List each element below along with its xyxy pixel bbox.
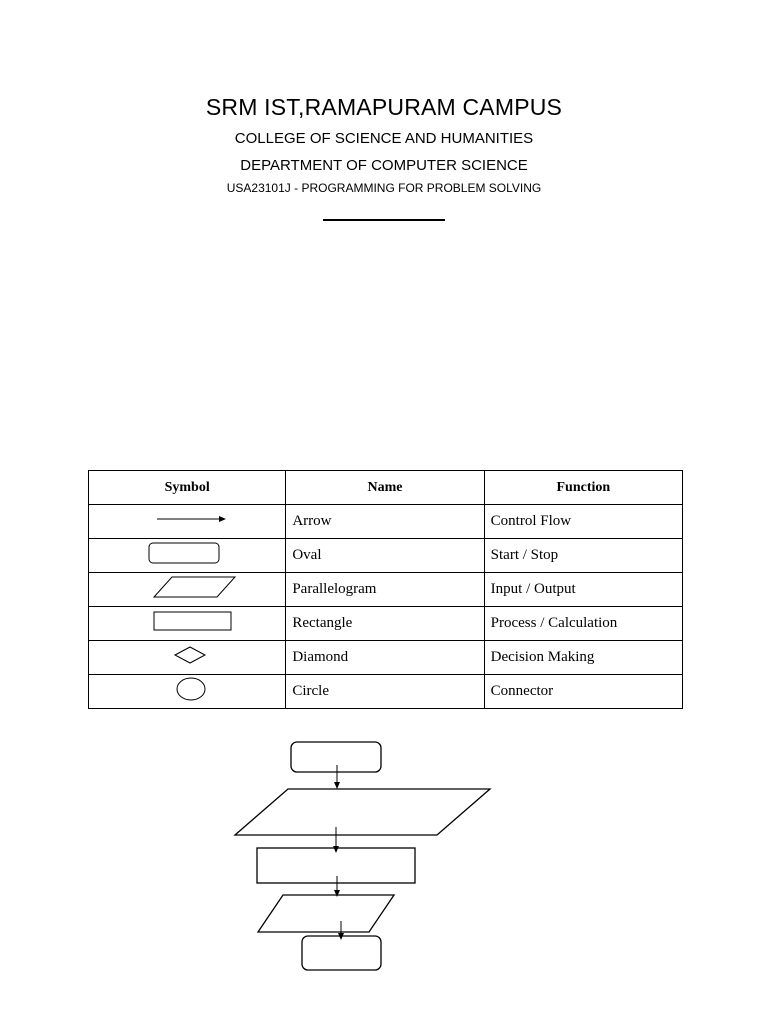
symbol-name: Rectangle bbox=[286, 607, 484, 641]
column-header-function: Function bbox=[484, 471, 682, 505]
flowchart-arrowhead bbox=[334, 890, 340, 897]
symbol-name: Diamond bbox=[286, 641, 484, 675]
course-title: USA23101J - PROGRAMMING FOR PROBLEM SOLVING bbox=[226, 181, 542, 195]
symbol-function: Input / Output bbox=[484, 573, 682, 607]
symbol-function: Process / Calculation bbox=[484, 607, 682, 641]
flowchart-arrowhead bbox=[333, 846, 339, 853]
flowchart-process-rectangle bbox=[257, 848, 415, 883]
symbol-function: Connector bbox=[484, 675, 682, 709]
column-header-name: Name bbox=[286, 471, 484, 505]
flowchart-output-parallelogram bbox=[258, 895, 394, 932]
symbol-function: Start / Stop bbox=[484, 539, 682, 573]
symbol-name: Parallelogram bbox=[286, 573, 484, 607]
flowchart-arrowhead bbox=[334, 782, 340, 789]
symbol-function: Decision Making bbox=[484, 641, 682, 675]
symbol-name: Circle bbox=[286, 675, 484, 709]
flowchart-start-oval bbox=[291, 742, 381, 772]
college-name: COLLEGE OF SCIENCE AND HUMANITIES bbox=[234, 130, 534, 147]
flowchart-stop-oval bbox=[302, 936, 381, 970]
symbol-function: Control Flow bbox=[484, 505, 682, 539]
column-header-symbol: Symbol bbox=[89, 471, 286, 505]
symbol-name: Oval bbox=[286, 539, 484, 573]
flowchart-input-parallelogram bbox=[235, 789, 490, 835]
institution-title: SRM IST,RAMAPURAM CAMPUS bbox=[205, 94, 563, 120]
symbol-name: Arrow bbox=[286, 505, 484, 539]
department-name: DEPARTMENT OF COMPUTER SCIENCE bbox=[240, 157, 528, 174]
